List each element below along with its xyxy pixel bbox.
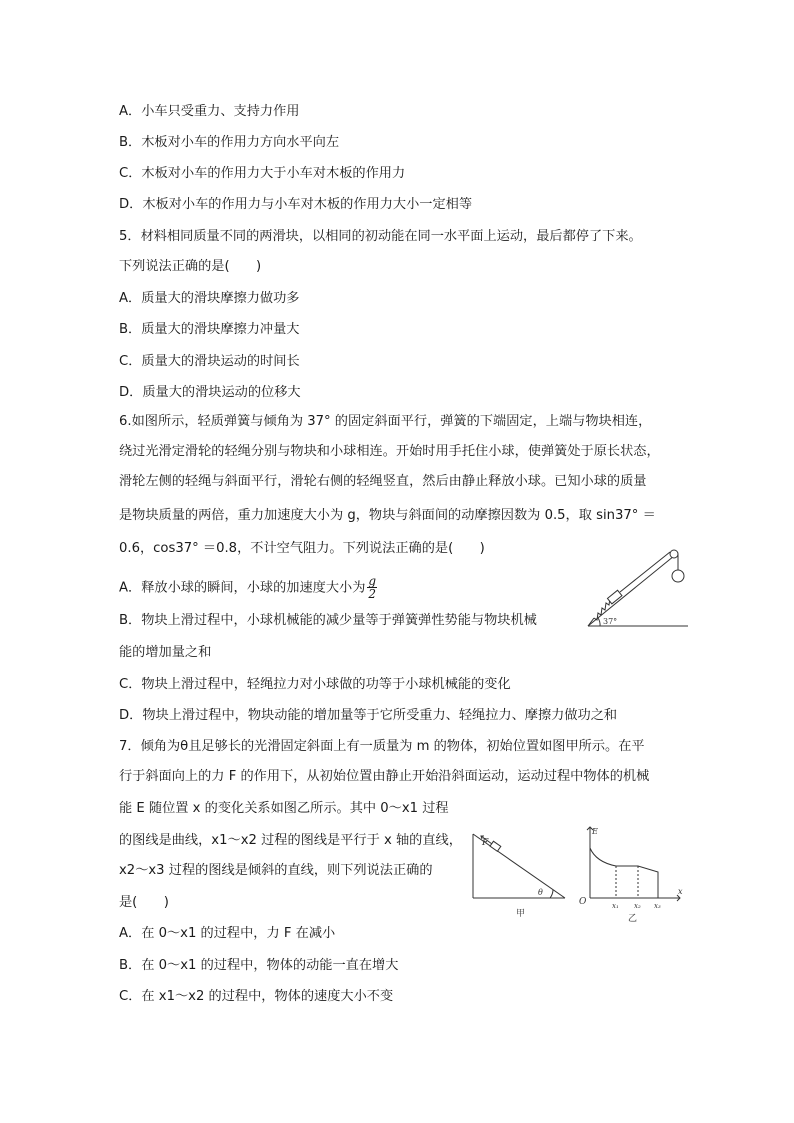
ball xyxy=(672,570,684,582)
q4-option-c: C．木板对小车的作用力大于小车对木板的作用力 xyxy=(119,166,406,181)
q6-option-d: D．物块上滑过程中，物块动能的增加量等于它所受重力、轻绳拉力、摩擦力做功之和 xyxy=(119,708,618,723)
q4-option-a: A．小车只受重力、支持力作用 xyxy=(119,104,300,119)
origin-label: O xyxy=(579,897,587,907)
q7-stem-line-6: 是( ) xyxy=(119,895,169,910)
q6-option-b-line-2: 能的增加量之和 xyxy=(119,645,212,660)
q6-angle-label: 37° xyxy=(603,617,618,626)
angle-arc xyxy=(550,890,553,898)
fraction-g-over-2 xyxy=(367,575,377,600)
q7-stem-line-3: 能 E 随位置 x 的变化关系如图乙所示。其中 0～x1 过程 xyxy=(119,801,449,816)
q7-stem-line-2: 行于斜面向上的力 F 的作用下，从初始位置由静止开始沿斜面运动，运动过程中物体的机械 xyxy=(119,769,650,784)
fraction-denominator: 2 xyxy=(368,587,377,601)
block xyxy=(607,590,622,604)
q6-stem-line-3: 滑轮左侧的轻绳与斜面平行，滑轮右侧的轻绳竖直，然后由静止释放小球。已知小球的质量 xyxy=(119,474,647,489)
q5-stem-line-2: 下列说法正确的是( ) xyxy=(119,259,262,274)
q6-stem-line-2: 绕过光滑定滑轮的轻绳分别与物块和小球相连。开始时用手托住小球，使弹簧处于原长状态， xyxy=(119,444,660,459)
q7-option-b: B．在 0～x1 的过程中，物体的动能一直在增大 xyxy=(119,958,399,973)
q5-option-b: B．质量大的滑块摩擦力冲量大 xyxy=(119,322,300,337)
q4-option-b: B．木板对小车的作用力方向水平向左 xyxy=(119,135,340,150)
angle-label: θ xyxy=(538,888,543,897)
q5-option-d: D．质量大的滑块运动的位移大 xyxy=(119,385,301,400)
q6-option-b-line-1: B．物块上滑过程中，小球机械能的减少量等于弹簧弹性势能与物块机械 xyxy=(119,613,537,628)
q7-figure-yi xyxy=(576,822,688,932)
q6-stem-line-4: 是物块质量的两倍，重力加速度大小为 g，物块与斜面间的动摩擦因数为 0.5，取 sin37° ＝ xyxy=(119,508,656,523)
q6-option-c: C．物块上滑过程中，轻绳拉力对小球做的功等于小球机械能的变化 xyxy=(119,677,511,692)
rope-along-incline xyxy=(620,552,670,592)
q5-option-c: C．质量大的滑块运动的时间长 xyxy=(119,354,300,369)
q6-stem-line-1: 6.如图所示，轻质弹簧与倾角为 37° 的固定斜面平行，弹簧的下端固定，上端与物块相连， xyxy=(119,414,652,429)
x3-label: x₃ xyxy=(654,902,661,910)
q6-option-a-text: A．释放小球的瞬间，小球的加速度大小为 xyxy=(119,580,366,596)
x1-label: x₁ xyxy=(612,902,619,910)
pulley xyxy=(670,550,678,558)
q7-option-c: C．在 x1～x2 的过程中，物体的速度大小不变 xyxy=(119,989,394,1004)
q7-figure-jia xyxy=(470,830,570,920)
figure-caption-jia: 甲 xyxy=(516,909,526,919)
q5-option-a: A．质量大的滑块摩擦力做功多 xyxy=(119,291,300,306)
q5-stem-line-1: 5．材料相同质量不同的两滑块，以相同的初动能在同一水平面上运动，最后都停了下来。 xyxy=(119,229,642,244)
q7-stem-line-5: x2～x3 过程的图线是倾斜的直线，则下列说法正确的 xyxy=(119,863,433,878)
q6-option-a xyxy=(119,575,377,600)
energy-curve xyxy=(590,848,658,898)
q7-stem-line-4: 的图线是曲线，x1～x2 过程的图线是平行于 x 轴的直线， xyxy=(119,833,462,848)
x2-label: x₂ xyxy=(634,902,641,910)
y-axis-label: E xyxy=(592,827,598,836)
x-axis-label: x xyxy=(678,887,683,896)
fraction-numerator: g xyxy=(368,574,377,588)
figure-caption-yi: 乙 xyxy=(628,914,638,924)
q4-option-d: D．木板对小车的作用力与小车对木板的作用力大小一定相等 xyxy=(119,197,473,212)
q6-stem-line-5: 0.6，cos37° ＝0.8，不计空气阻力。下列说法正确的是( ) xyxy=(119,541,485,556)
q7-option-a: A．在 0～x1 的过程中，力 F 在减小 xyxy=(119,926,336,941)
q6-incline-figure xyxy=(570,540,692,632)
force-label: F xyxy=(482,838,489,848)
block xyxy=(490,841,501,851)
q7-stem-line-1: 7．倾角为θ且足够长的光滑固定斜面上有一质量为 m 的物体，初始位置如图甲所示。在平 xyxy=(119,739,645,754)
angle-arc xyxy=(598,618,600,626)
